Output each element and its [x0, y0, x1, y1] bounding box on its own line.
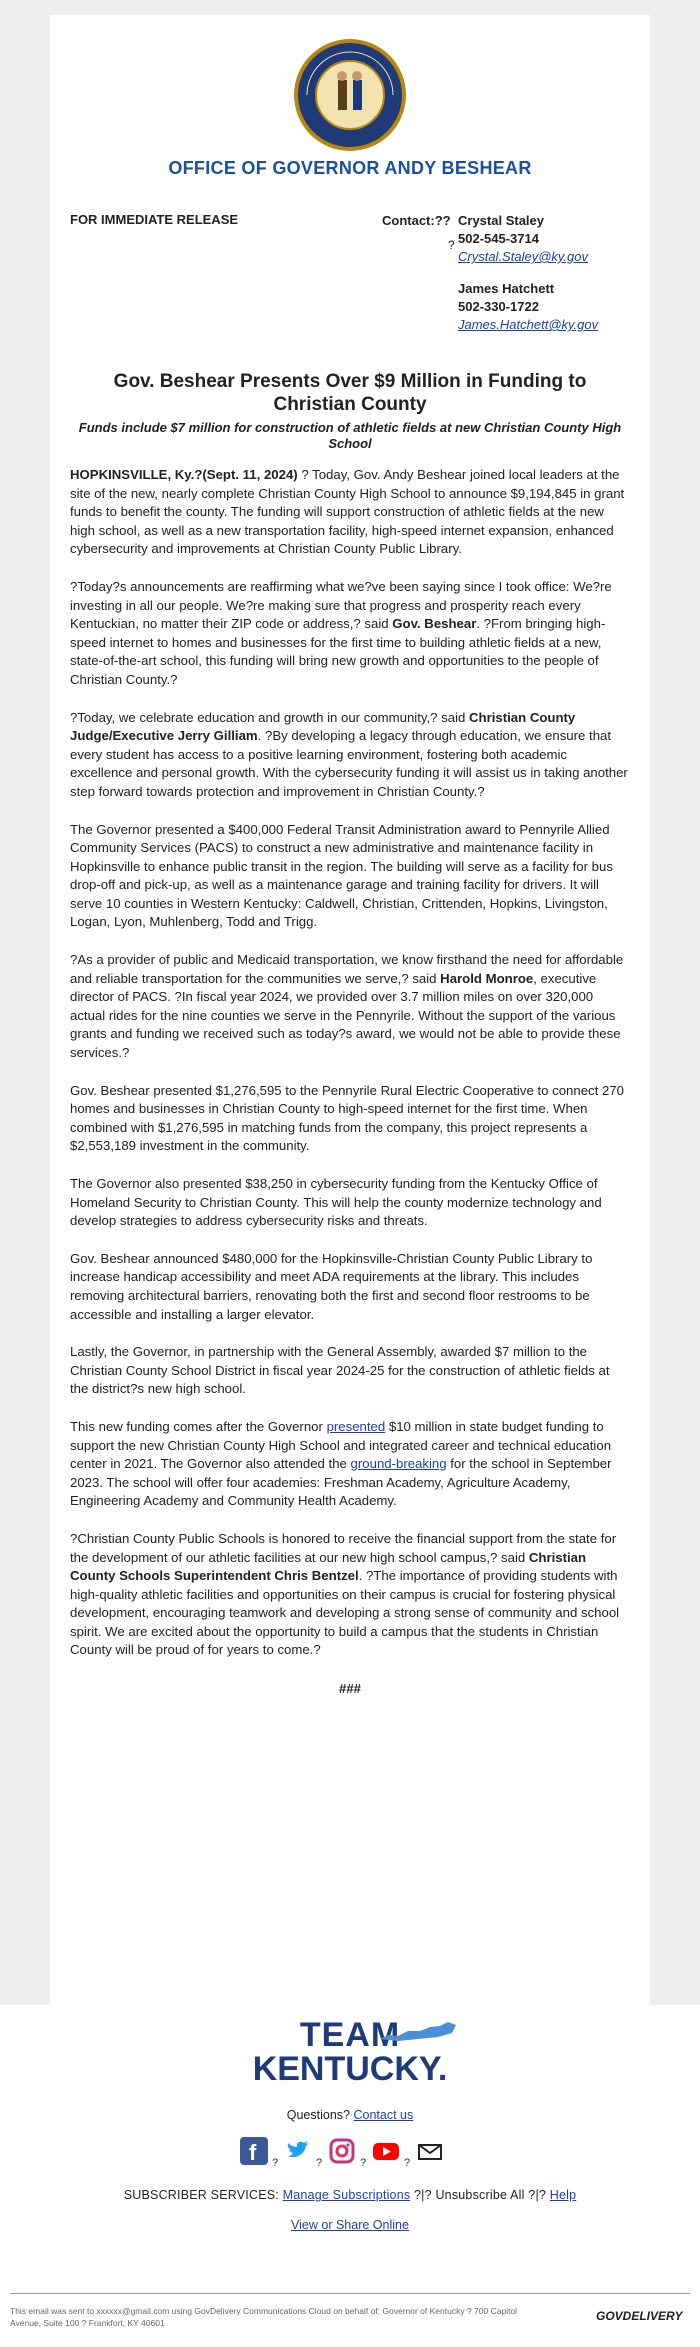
office-title: OFFICE OF GOVERNOR ANDY BESHEAR [168, 158, 532, 178]
contact-label [382, 212, 451, 229]
kentucky-line: KENTUCKY. [252, 2050, 448, 2088]
paragraph [70, 709, 630, 802]
footer-divider [10, 2293, 690, 2294]
contact-james-hatchett [458, 280, 598, 334]
contact-email-link[interactable]: Crystal.Staley@ky.gov [458, 249, 588, 264]
contact-us-link[interactable]: Contact us [353, 2108, 414, 2122]
speaker-name: Christian County Schools Superintendent Chris Bentzel [70, 1549, 587, 1584]
paragraph [70, 1530, 630, 1660]
press-release-card [50, 15, 650, 2005]
release-label: FOR IMMEDIATE RELEASE [70, 212, 239, 227]
team-kentucky-logo [0, 2018, 700, 2086]
email-icon[interactable] [416, 2137, 444, 2165]
paragraph-text: ?As a provider of public and Medicaid transportation, we know firsthand the need for affordable and reliable transportation for the communities we serve,? said [70, 952, 624, 986]
instagram-icon[interactable] [328, 2137, 356, 2165]
social-sep: ? [360, 2157, 367, 2169]
social-sep: ? [404, 2157, 411, 2169]
team-line: TEAM [299, 2016, 401, 2054]
facebook-icon[interactable] [240, 2137, 268, 2165]
kentucky-state-icon [378, 2021, 458, 2043]
paragraph: The Governor also presented $38,250 in cybersecurity funding from the Kentucky Office of Homeland Security to Christian County. This will help the county modernize technology and develop strategies to address cybersecurity risks and threats. [70, 1176, 602, 1229]
kentucky-seal-logo [293, 38, 407, 152]
speaker-name: Harold Monroe [440, 970, 534, 986]
speaker-name: Christian County Judge/Executive Jerry Gilliam [70, 709, 576, 744]
unsubscribe-all-link[interactable]: Unsubscribe All [435, 2188, 525, 2202]
paragraph-text: . ?The importance of providing students with high-quality athletic facilities and opportunities on their campus is crucial for fostering physical development, encouraging teamwork and developing a strong sense of community and school spirit. We are excited about the opportunity to build a campus that the students in Christian County will be proud of for years to come.? [70, 1568, 620, 1658]
view-online-link[interactable]: View or Share Online [291, 2218, 409, 2232]
help-link[interactable]: Help [549, 2188, 577, 2202]
contact-phone: 502-545-3714 [458, 231, 539, 246]
social-sep: ? [316, 2157, 323, 2169]
contact-email-link[interactable]: James.Hatchett@ky.gov [458, 317, 599, 332]
svg-text:f: f [249, 2140, 257, 2165]
paragraph: Lastly, the Governor, in partnership with the General Assembly, awarded $7 million to the Christian County School District in fiscal year 2024-25 for the construction of athletic fields at the district?s new high school. [70, 1344, 610, 1397]
headline: Gov. Beshear Presents Over $9 Million in Funding to Christian County [113, 371, 587, 415]
questions-line [0, 2108, 700, 2122]
legal-text: This email was sent to xxxxxx@gmail.com using GovDelivery Communications Cloud on behalf of: Governor of Kentucky ? 700 Capitol Avenue, Suite 100 ? Frankfort, KY 40601 [10, 2306, 518, 2328]
paragraph [70, 951, 630, 1063]
dateline: HOPKINSVILLE, Ky.?(Sept. 11, 2024) [70, 467, 298, 482]
paragraph-text: , executive director of PACS. ?In fiscal year 2024, we provided over 3.7 million miles on over 320,000 actual rides for the nine counties we serve in the Pennyrile. Without the support of the various grants and funding we received such as today?s award, we would not be able to provide these services.? [70, 970, 621, 1061]
separator: ?|? [528, 2188, 547, 2202]
paragraph-text: ? Today, Gov. Andy Beshear joined local leaders at the site of the new, nearly complete Christian County High School to announce $9,194,845 in grant funds to benefit the county. The funding will support construction of athletic fields at the new high school, as well as a new transportation facility, high-speed internet expansion, enhanced cybersecurity and improvements at Christian County Public Library. [70, 467, 625, 557]
paragraph-text: . ?By developing a legacy through education, we ensure that every student has access to a positive learning environment, fostering both academic excellence and personal growth. With the cybersecurity funding it will assist us in taking another step forward towards protection and improvement in Christian County.? [70, 728, 628, 799]
subhead: Funds include $7 million for construction of athletic fields at new Christian County High School [78, 420, 622, 451]
paragraph: Gov. Beshear presented $1,276,595 to the Pennyrile Rural Electric Cooperative to connect 270 homes and businesses in Christian County to high-speed internet for the first time. When combined with $1,276,595 in matching funds from the company, this project represents a $2,553,189 investment in the community. [70, 1082, 624, 1154]
end-mark: ### [338, 1681, 361, 1697]
paragraph [70, 1418, 630, 1511]
paragraph-text: $10 million in state budget funding to support the new Christian County High School and integrated career and technical education center in 2021. The Governor also attended the [70, 1418, 612, 1472]
contact-name: Crystal Staley [458, 213, 544, 228]
paragraph-text: ?Today?s announcements are reaffirming what we?ve been saying since I took office: We?re investing in all our people. We?re making sure that progress and prosperity reach every Kentuckian, no matter their ZIP code or address,? said [70, 578, 612, 632]
twitter-icon[interactable] [284, 2137, 312, 2165]
view-online [0, 2218, 700, 2232]
paragraph: The Governor presented a $400,000 Federal Transit Administration award to Pennyrile Allied Community Services (PACS) to construct a new administrative and maintenance facility in Hopkinsville to enhance public transit in the region. The building will serve as a facility for bus drop-off and pick-up, as well as a maintenance garage and training facility for drivers. It will serve 10 counties in Western Kentucky: Caldwell, Christian, Crittenden, Hopkins, Livingston, Logan, Lyon, Muhlenberg, Todd and Trigg. [70, 821, 613, 930]
article-body [70, 466, 630, 1699]
paragraph-text: This new funding comes after the Governor [70, 1418, 327, 1434]
paragraph [70, 578, 630, 690]
govdelivery-logo: GOVDELIVERY [596, 2309, 683, 2323]
speaker-name: Gov. Beshear [392, 616, 477, 632]
contact-crystal-staley [458, 212, 588, 266]
paragraph-text: for the school in September 2023. The school will offer four academies: Freshman Academy, Agriculture Academy, Engineering Academy and Community Health Academy. [70, 1456, 612, 1509]
manage-subscriptions-link[interactable]: Manage Subscriptions [282, 2188, 411, 2202]
paragraph [70, 466, 630, 559]
social-sep: ? [272, 2157, 279, 2169]
presented-link[interactable]: presented [326, 1418, 386, 1434]
separator: ?|? [414, 2188, 432, 2202]
paragraph: Gov. Beshear announced $480,000 for the Hopkinsville-Christian County Public Library to increase handicap accessibility and meet ADA requirements at the library. This includes removing architectural barriers, renovating both the first and second floor restrooms to be accessible and installing a larger elevator. [70, 1250, 593, 1322]
paragraph-text: ?Today, we celebrate education and growth in our community,? said [70, 709, 470, 725]
youtube-icon[interactable] [372, 2137, 400, 2165]
contact-qmark: ? [448, 238, 455, 252]
paragraph-text: ?Christian County Public Schools is honored to receive the financial support from the state for the development of our athletic facilities at our new high school campus,? said [70, 1530, 617, 1565]
email-footer [0, 2005, 700, 2347]
contact-phone: 502-330-1722 [458, 299, 539, 314]
social-links [240, 2137, 460, 2171]
subscriber-label: SUBSCRIBER SERVICES: [123, 2188, 279, 2202]
paragraph-text: . ?From bringing high-speed internet to homes and businesses for the first time to building athletic fields at a new, state-of-the-art school, this funding will bring new growth and opportunities to the people of Christian County.? [70, 616, 606, 687]
subscriber-services [0, 2188, 700, 2202]
questions-label: Questions? [286, 2108, 350, 2122]
contact-name: James Hatchett [458, 281, 555, 296]
contact-label-text: Contact:?? [382, 213, 451, 228]
ground-breaking-link[interactable]: ground-breaking [350, 1456, 447, 1472]
